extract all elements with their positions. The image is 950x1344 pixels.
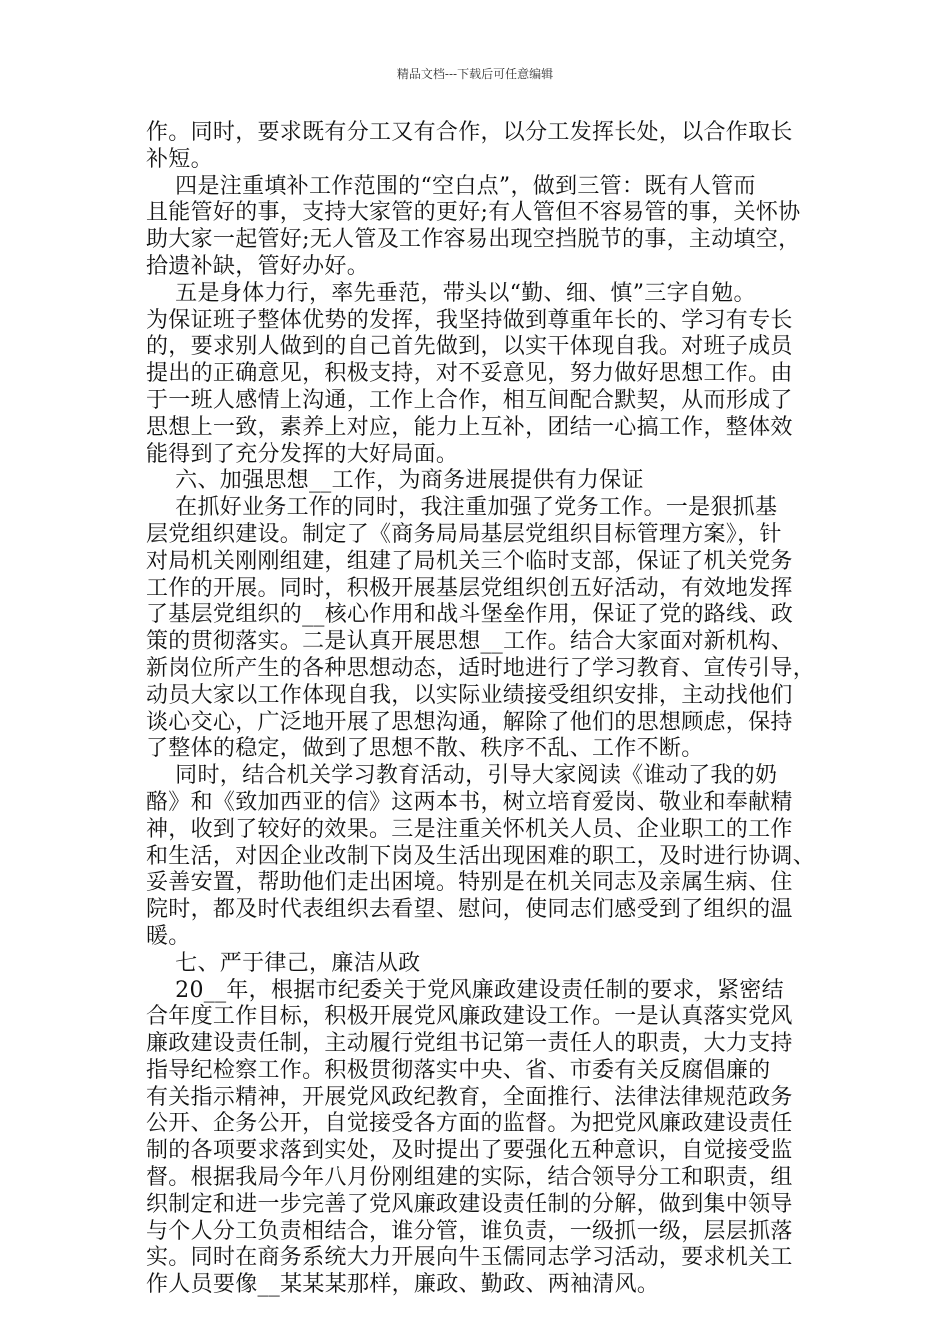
text-line: 20__年，根据市纪委关于党风廉政建设责任制的要求，紧密结 [146, 977, 784, 1003]
text-line: 院时，都及时代表组织去看望、慰问，使同志们感受到了组织的温 [146, 897, 793, 923]
text-line: 补短。 [146, 146, 213, 172]
text-line: 策的贯彻落实。二是认真开展思想__工作。结合大家面对新机构、 [146, 629, 794, 655]
text-line: 廉政建设责任制，主动履行党组书记第一责任人的职责，大力支持 [146, 1031, 793, 1057]
text-line: 七、严于律己，廉洁从政 [146, 950, 421, 976]
text-line: 于一班人感情上沟通，工作上合作，相互间配合默契，从而形成了 [146, 387, 793, 413]
text-line: 酪》和《致加西亚的信》这两本书，树立培育爱岗、敬业和奉献精 [146, 789, 793, 815]
text-line: 督。根据我局今年八月份刚组建的实际，结合领导分工和职责，组 [146, 1165, 793, 1191]
text-line: 暖。 [146, 923, 191, 949]
document-body [146, 120, 846, 1299]
text-line: 工作的开展。同时，积极开展基层党组织创五好活动，有效地发挥 [146, 575, 793, 601]
text-line: 在抓好业务工作的同时，我注重加强了党务工作。一是狠抓基 [146, 495, 778, 521]
text-line: 和生活，对因企业改制下岗及生活出现困难的职工，及时进行协调、 [146, 843, 816, 869]
text-line: 提出的正确意见，积极支持，对不妥意见，努力做好思想工作。由 [146, 361, 793, 387]
text-line: 合年度工作目标，积极开展党风廉政建设工作。一是认真落实党风 [146, 1004, 793, 1030]
text-line: 作。同时，要求既有分工又有合作，以分工发挥长处，以合作取长 [146, 120, 793, 145]
text-line: 神，收到了较好的效果。三是注重关怀机关人员、企业职工的工作 [146, 816, 793, 842]
text-line: 妥善安置，帮助他们走出困境。特别是在机关同志及亲属生病、住 [146, 870, 793, 896]
text-line: 指导纪检察工作。积极贯彻落实中央、省、市委有关反腐倡廉的 [146, 1057, 771, 1083]
text-line: 层党组织建设。制定了《商务局局基层党组织目标管理方案》，针 [146, 521, 782, 547]
text-line: 新岗位所产生的各种思想动态，适时地进行了学习教育、宣传引导， [146, 655, 816, 681]
text-line: 了整体的稳定，做到了思想不散、秩序不乱、工作不断。 [146, 736, 704, 762]
page-header: 精品文档---下载后可任意编辑 [396, 67, 554, 81]
text-line: 六、加强思想__工作，为商务进展提供有力保证 [146, 468, 644, 494]
text-line: 四是注重填补工作范围的“空白点”，做到三管：既有人管而 [146, 173, 756, 199]
text-line: 制的各项要求落到实处，及时提出了要强化五种意识，自觉接受监 [146, 1138, 793, 1164]
text-line: 思想上一致，素养上对应，能力上互补，团结一心搞工作，整体效 [146, 414, 793, 440]
text-line: 五是身体力行，率先垂范，带头以“勤、细、慎”三字自勉。 [146, 280, 756, 306]
text-line: 公开、企务公开，自觉接受各方面的监督。为把党风廉政建设责任 [146, 1111, 793, 1137]
text-line: 拾遗补缺，管好办好。 [146, 253, 370, 279]
text-line: 实。同时在商务系统大力开展向牛玉儒同志学习活动，要求机关工 [146, 1245, 793, 1271]
text-line: 助大家一起管好;无人管及工作容易出现空挡脱节的事，主动填空， [146, 227, 801, 253]
text-line: 同时，结合机关学习教育活动，引导大家阅读《谁动了我的奶 [146, 763, 778, 789]
text-line: 与个人分工负责相结合，谁分管，谁负责，一级抓一级，层层抓落 [146, 1218, 793, 1244]
text-line: 对局机关刚刚组建，组建了局机关三个临时支部，保证了机关党务 [146, 548, 793, 574]
text-line: 能得到了充分发挥的大好局面。 [146, 441, 459, 467]
text-line: 的，要求别人做到的自己首先做到，以实干体现自我。对班子成员 [146, 334, 793, 360]
text-line: 了基层党组织的__核心作用和战斗堡垒作用，保证了党的路线、政 [146, 602, 794, 628]
text-line: 谈心交心，广泛地开展了思想沟通，解除了他们的思想顾虑，保持 [146, 709, 793, 735]
text-line: 为保证班子整体优势的发挥，我坚持做到尊重年长的、学习有专长 [146, 307, 793, 333]
text-line: 织制定和进一步完善了党风廉政建设责任制的分解，做到集中领导 [146, 1191, 793, 1217]
text-line: 且能管好的事，支持大家管的更好;有人管但不容易管的事，关怀协 [146, 200, 801, 226]
text-line: 作人员要像__某某某那样，廉政、勤政、两袖清风。 [146, 1272, 660, 1298]
text-line: 动员大家以工作体现自我，以实际业绩接受组织安排，主动找他们 [146, 682, 793, 708]
text-line: 有关指示精神，开展党风政纪教育，全面推行、法律法律规范政务 [146, 1084, 793, 1110]
